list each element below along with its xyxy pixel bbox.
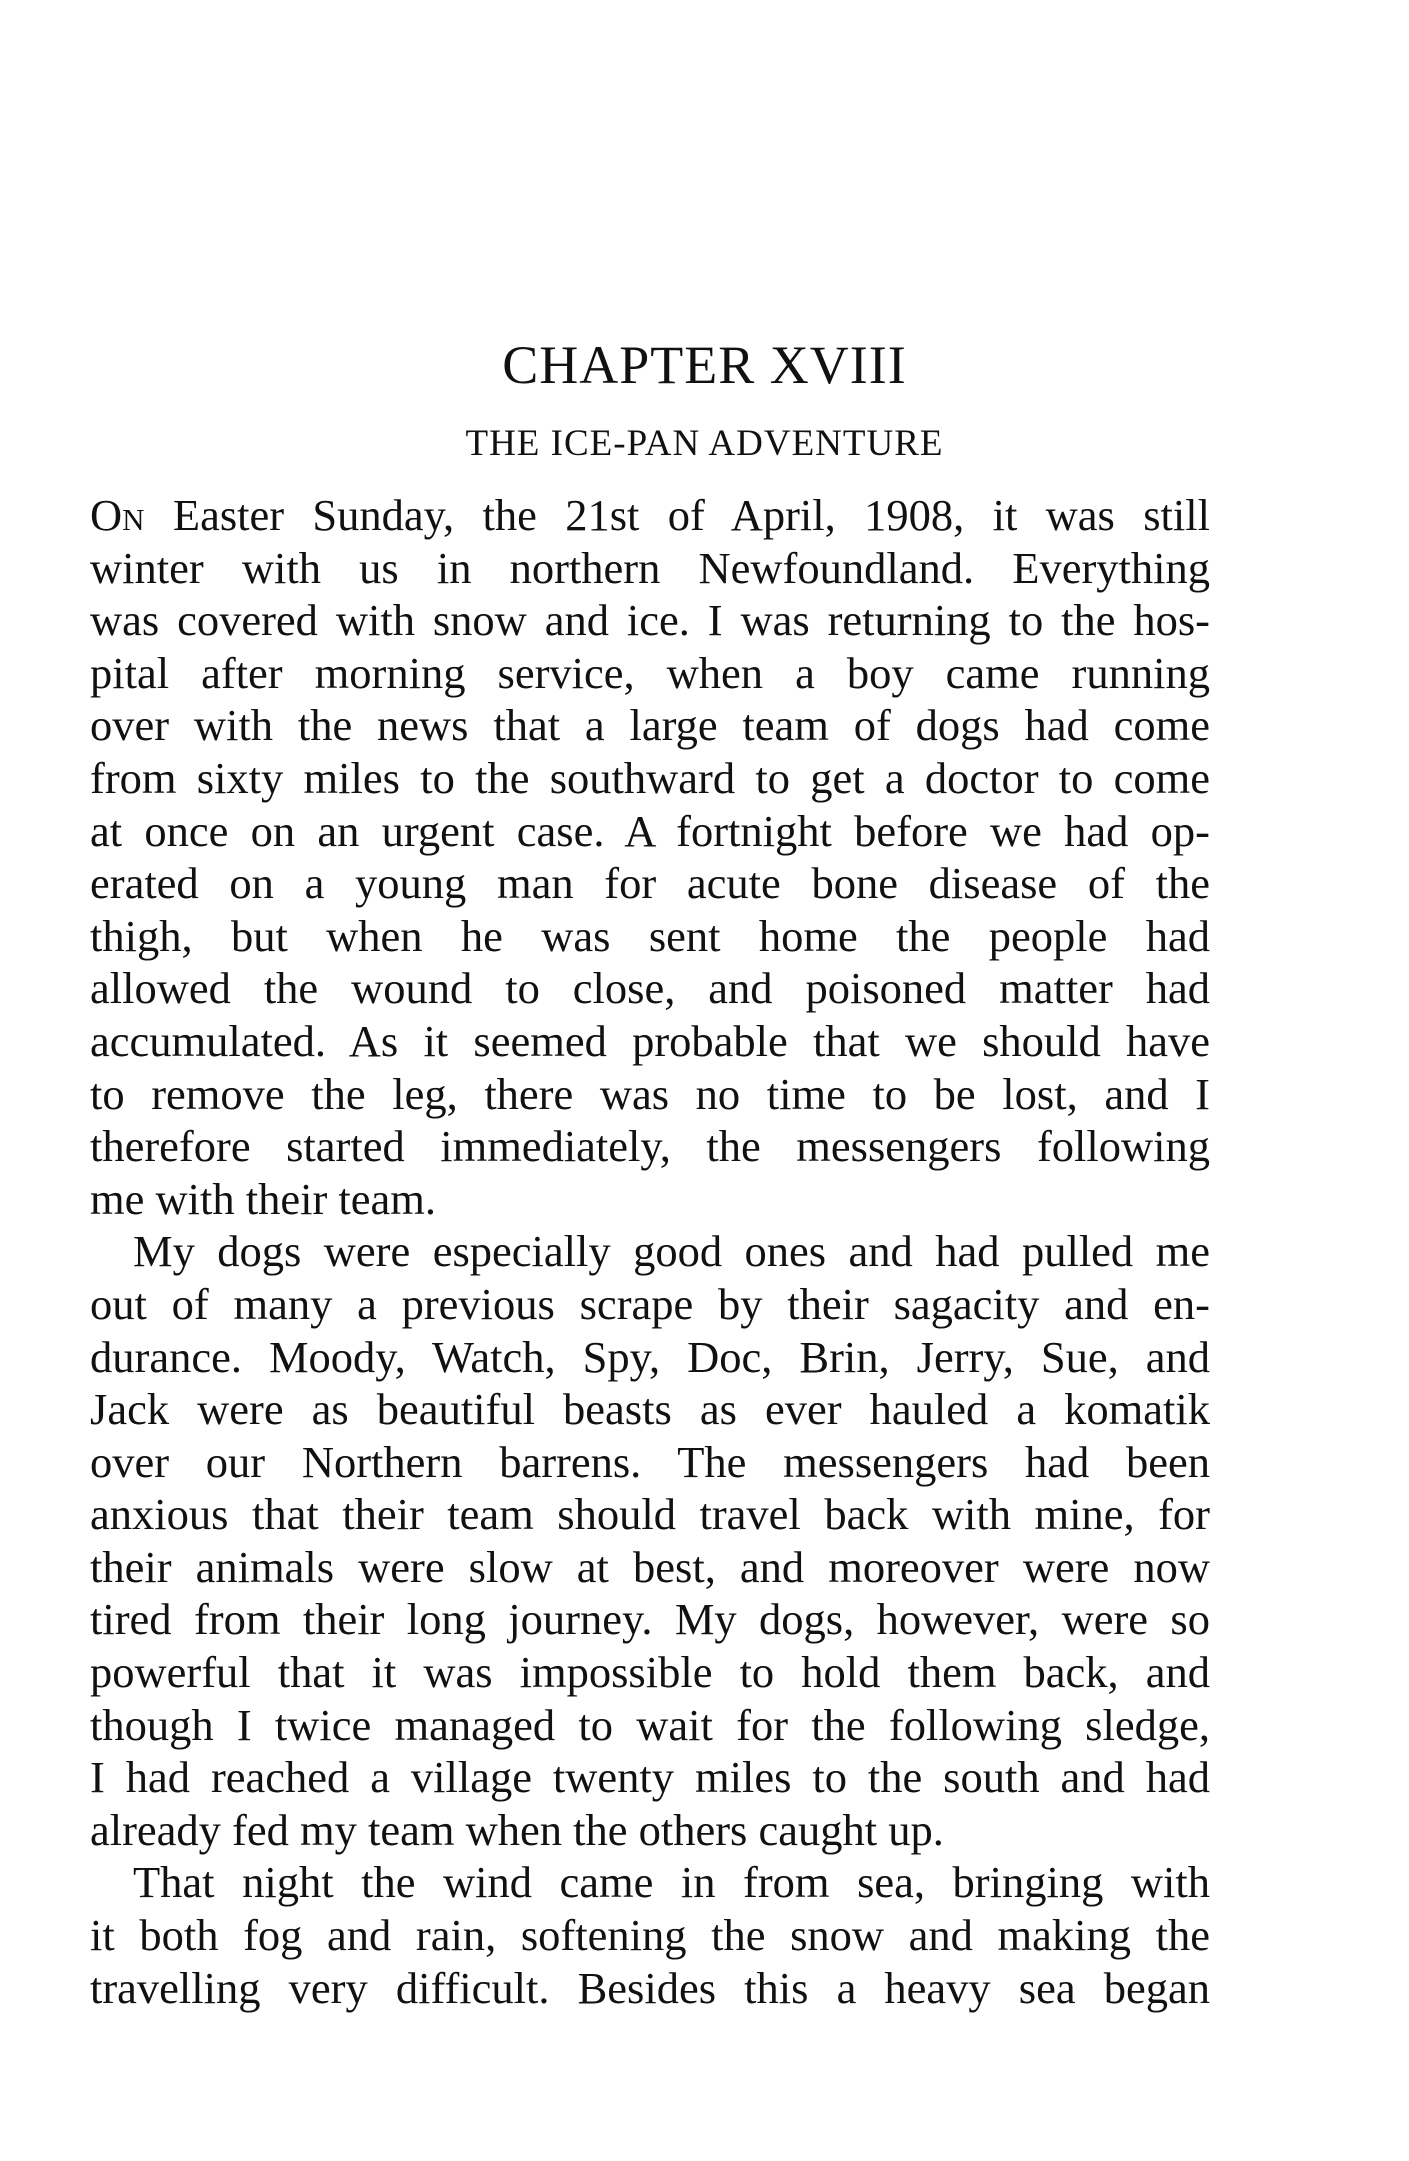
text-line: from sixty miles to the southward to get a doctor to come	[90, 752, 1210, 803]
text-line: On Easter Sunday, the 21st of April, 1908, it was still	[90, 490, 1210, 540]
text-line: pital after morning service, when a boy came running	[90, 647, 1210, 698]
text-line: winter with us in northern Newfoundland. Everything	[90, 542, 1210, 593]
text-line: anxious that their team should travel back with mine, for	[90, 1489, 1210, 1540]
text-line: thigh, but when he was sent home the people had	[90, 910, 1210, 961]
text-line: My dogs were especially good ones and had pulled me	[133, 1226, 1210, 1277]
text-line: me with their team.	[90, 1173, 437, 1224]
text-line: over with the news that a large team of dogs had come	[90, 700, 1210, 751]
text-line: Jack were as beautiful beasts as ever hauled a komatik	[90, 1384, 1210, 1435]
text-line: out of many a previous scrape by their sagacity and en-	[90, 1278, 1210, 1329]
text-line: already fed my team when the others caught up.	[90, 1804, 944, 1855]
text-line: allowed the wound to close, and poisoned matter had	[90, 963, 1210, 1014]
text-line: was covered with snow and ice. I was returning to the hos-	[90, 595, 1210, 646]
text-line: That night the wind came in from sea, bringing with	[133, 1857, 1210, 1908]
text-line: though I twice managed to wait for the following sledge,	[90, 1699, 1210, 1750]
text-line: at once on an urgent case. A fortnight before we had op-	[90, 805, 1210, 856]
text-line: accumulated. As it seemed probable that we should have	[90, 1015, 1210, 1066]
text-line: it both fog and rain, softening the snow and making the	[90, 1910, 1210, 1961]
text-line: powerful that it was impossible to hold them back, and	[90, 1647, 1210, 1698]
chapter-title: THE ICE-PAN ADVENTURE	[465, 423, 944, 464]
text-line: tired from their long journey. My dogs, however, were so	[90, 1594, 1210, 1645]
text-line: travelling very difficult. Besides this a heavy sea began	[90, 1962, 1210, 2013]
chapter-number: CHAPTER XVIII	[502, 335, 907, 395]
text-line: over our Northern barrens. The messengers had been	[90, 1436, 1210, 1487]
body-text	[90, 489, 1210, 2014]
text-line: erated on a young man for acute bone disease of the	[90, 858, 1210, 909]
text-line: their animals were slow at best, and moreover were now	[90, 1541, 1210, 1592]
text-line: to remove the leg, there was no time to be lost, and I	[90, 1068, 1210, 1119]
text-line: therefore started immediately, the messengers following	[90, 1121, 1210, 1172]
opening-word: On	[90, 490, 145, 540]
text-line: I had reached a village twenty miles to the south and had	[90, 1752, 1210, 1803]
text-line: durance. Moody, Watch, Spy, Doc, Brin, Jerry, Sue, and	[90, 1331, 1210, 1382]
